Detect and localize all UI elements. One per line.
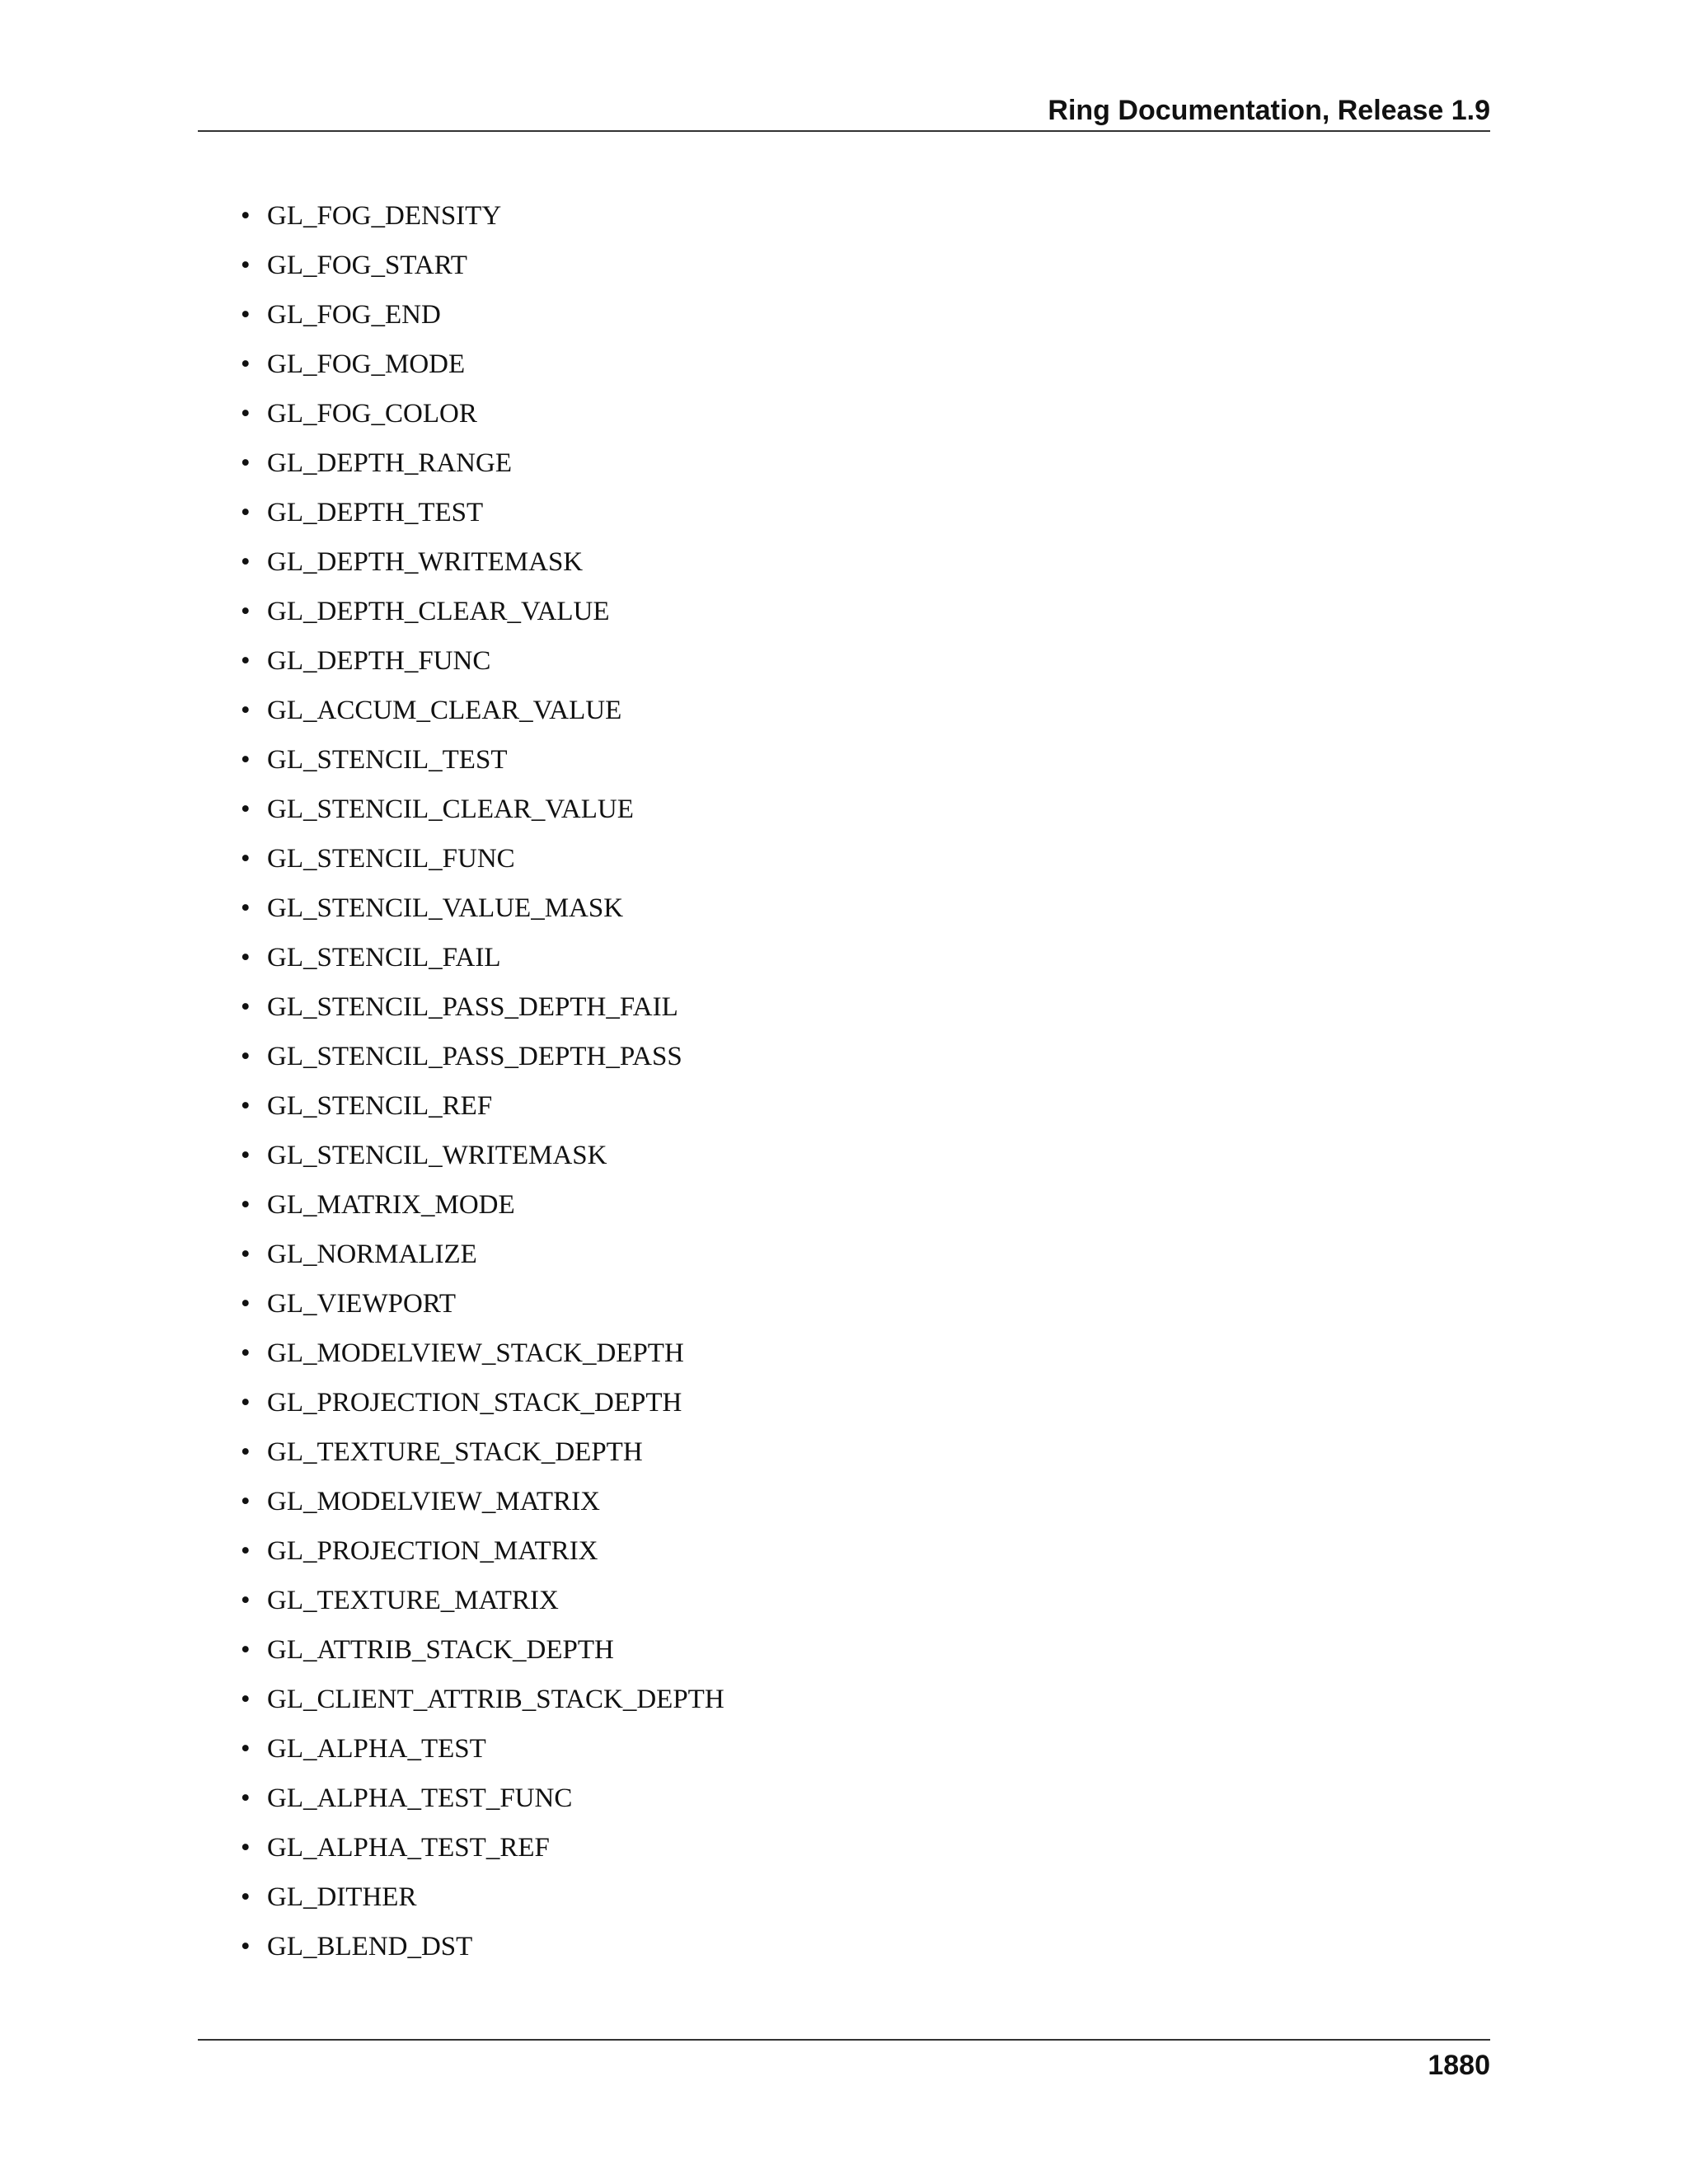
- list-item: [241, 1675, 1395, 1724]
- list-item-text: GL_DEPTH_WRITEMASK: [267, 547, 584, 577]
- list-item-text: GL_FOG_END: [267, 300, 441, 330]
- list-item-text: GL_DEPTH_RANGE: [267, 448, 512, 478]
- list-item: [241, 1230, 1395, 1279]
- list-item: [241, 340, 1395, 389]
- bullet-icon: •: [241, 448, 251, 478]
- list-item-text: GL_FOG_MODE: [267, 349, 466, 379]
- bullet-icon: •: [241, 1932, 251, 1961]
- bullet-icon: •: [241, 597, 251, 626]
- list-item: [241, 834, 1395, 883]
- list-item-text: GL_MODELVIEW_MATRIX: [267, 1487, 600, 1516]
- list-item-text: GL_STENCIL_WRITEMASK: [267, 1141, 607, 1170]
- list-item-text: GL_STENCIL_PASS_DEPTH_PASS: [267, 1042, 682, 1071]
- list-item: [241, 883, 1395, 933]
- bullet-icon: •: [241, 1190, 251, 1220]
- list-item: [241, 438, 1395, 488]
- list-item: [241, 191, 1395, 241]
- list-item-text: GL_ALPHA_TEST_FUNC: [267, 1783, 573, 1813]
- bullet-icon: •: [241, 992, 251, 1022]
- document-title: Ring Documentation, Release 1.9: [1048, 95, 1490, 126]
- list-item: [241, 686, 1395, 735]
- list-item: [241, 735, 1395, 785]
- bullet-icon: •: [241, 1289, 251, 1319]
- list-item-text: GL_TEXTURE_STACK_DEPTH: [267, 1437, 643, 1467]
- bullet-icon: •: [241, 1338, 251, 1368]
- bullet-icon: •: [241, 1833, 251, 1863]
- bullet-icon: •: [241, 1388, 251, 1418]
- bullet-icon: •: [241, 794, 251, 824]
- bullet-icon: •: [241, 943, 251, 972]
- constant-list: [241, 191, 1395, 1971]
- list-item-text: GL_MODELVIEW_STACK_DEPTH: [267, 1338, 684, 1368]
- list-item-text: GL_TEXTURE_MATRIX: [267, 1586, 559, 1615]
- list-item: [241, 1180, 1395, 1230]
- list-item-text: GL_ACCUM_CLEAR_VALUE: [267, 696, 622, 725]
- list-item: [241, 1922, 1395, 1971]
- list-item: [241, 1526, 1395, 1576]
- list-item: [241, 587, 1395, 636]
- list-item: [241, 785, 1395, 834]
- bullet-icon: •: [241, 745, 251, 775]
- list-item: [241, 1081, 1395, 1131]
- list-item-text: GL_FOG_COLOR: [267, 399, 477, 429]
- list-item-text: GL_MATRIX_MODE: [267, 1190, 515, 1220]
- list-item: [241, 1872, 1395, 1922]
- bullet-icon: •: [241, 251, 251, 280]
- list-item: [241, 1427, 1395, 1477]
- page-content: [241, 191, 1395, 1971]
- list-item: [241, 537, 1395, 587]
- list-item: [241, 1576, 1395, 1625]
- bullet-icon: •: [241, 399, 251, 429]
- list-item-text: GL_STENCIL_VALUE_MASK: [267, 893, 624, 923]
- page-header: [198, 91, 1490, 132]
- list-item-text: GL_STENCIL_FAIL: [267, 943, 501, 972]
- list-item-text: GL_DEPTH_TEST: [267, 498, 484, 527]
- list-item: [241, 1477, 1395, 1526]
- list-item-text: GL_PROJECTION_MATRIX: [267, 1536, 598, 1566]
- list-item: [241, 1329, 1395, 1378]
- list-item: [241, 1724, 1395, 1774]
- bullet-icon: •: [241, 300, 251, 330]
- bullet-icon: •: [241, 1240, 251, 1269]
- list-item-text: GL_STENCIL_PASS_DEPTH_FAIL: [267, 992, 678, 1022]
- bullet-icon: •: [241, 498, 251, 527]
- list-item-text: GL_VIEWPORT: [267, 1289, 456, 1319]
- list-item-text: GL_ALPHA_TEST: [267, 1734, 486, 1764]
- bullet-icon: •: [241, 1685, 251, 1714]
- bullet-icon: •: [241, 1091, 251, 1121]
- list-item-text: GL_DITHER: [267, 1882, 417, 1912]
- bullet-icon: •: [241, 1882, 251, 1912]
- list-item: [241, 1625, 1395, 1675]
- page-footer: [198, 2039, 1490, 2090]
- list-item-text: GL_STENCIL_TEST: [267, 745, 508, 775]
- bullet-icon: •: [241, 1437, 251, 1467]
- bullet-icon: •: [241, 349, 251, 379]
- bullet-icon: •: [241, 844, 251, 874]
- list-item: [241, 1032, 1395, 1081]
- bullet-icon: •: [241, 1734, 251, 1764]
- bullet-icon: •: [241, 1487, 251, 1516]
- list-item-text: GL_STENCIL_REF: [267, 1091, 493, 1121]
- list-item: [241, 389, 1395, 438]
- list-item-text: GL_DEPTH_FUNC: [267, 646, 491, 676]
- list-item-text: GL_BLEND_DST: [267, 1932, 473, 1961]
- list-item: [241, 241, 1395, 290]
- bullet-icon: •: [241, 1536, 251, 1566]
- list-item-text: GL_ALPHA_TEST_REF: [267, 1833, 550, 1863]
- page-number: 1880: [1428, 2050, 1490, 2081]
- list-item-text: GL_DEPTH_CLEAR_VALUE: [267, 597, 610, 626]
- list-item-text: GL_NORMALIZE: [267, 1240, 477, 1269]
- list-item-text: GL_STENCIL_CLEAR_VALUE: [267, 794, 634, 824]
- list-item-text: GL_CLIENT_ATTRIB_STACK_DEPTH: [267, 1685, 724, 1714]
- list-item: [241, 982, 1395, 1032]
- bullet-icon: •: [241, 201, 251, 231]
- bullet-icon: •: [241, 1586, 251, 1615]
- list-item-text: GL_FOG_DENSITY: [267, 201, 502, 231]
- bullet-icon: •: [241, 547, 251, 577]
- list-item-text: GL_PROJECTION_STACK_DEPTH: [267, 1388, 682, 1418]
- bullet-icon: •: [241, 893, 251, 923]
- list-item: [241, 1774, 1395, 1823]
- bullet-icon: •: [241, 696, 251, 725]
- list-item: [241, 1131, 1395, 1180]
- list-item: [241, 1279, 1395, 1329]
- bullet-icon: •: [241, 646, 251, 676]
- bullet-icon: •: [241, 1783, 251, 1813]
- list-item-text: GL_STENCIL_FUNC: [267, 844, 515, 874]
- bullet-icon: •: [241, 1042, 251, 1071]
- list-item: [241, 933, 1395, 982]
- bullet-icon: •: [241, 1141, 251, 1170]
- list-item-text: GL_ATTRIB_STACK_DEPTH: [267, 1635, 614, 1665]
- list-item: [241, 1378, 1395, 1427]
- list-item: [241, 1823, 1395, 1872]
- list-item: [241, 636, 1395, 686]
- bullet-icon: •: [241, 1635, 251, 1665]
- list-item-text: GL_FOG_START: [267, 251, 467, 280]
- list-item: [241, 488, 1395, 537]
- list-item: [241, 290, 1395, 340]
